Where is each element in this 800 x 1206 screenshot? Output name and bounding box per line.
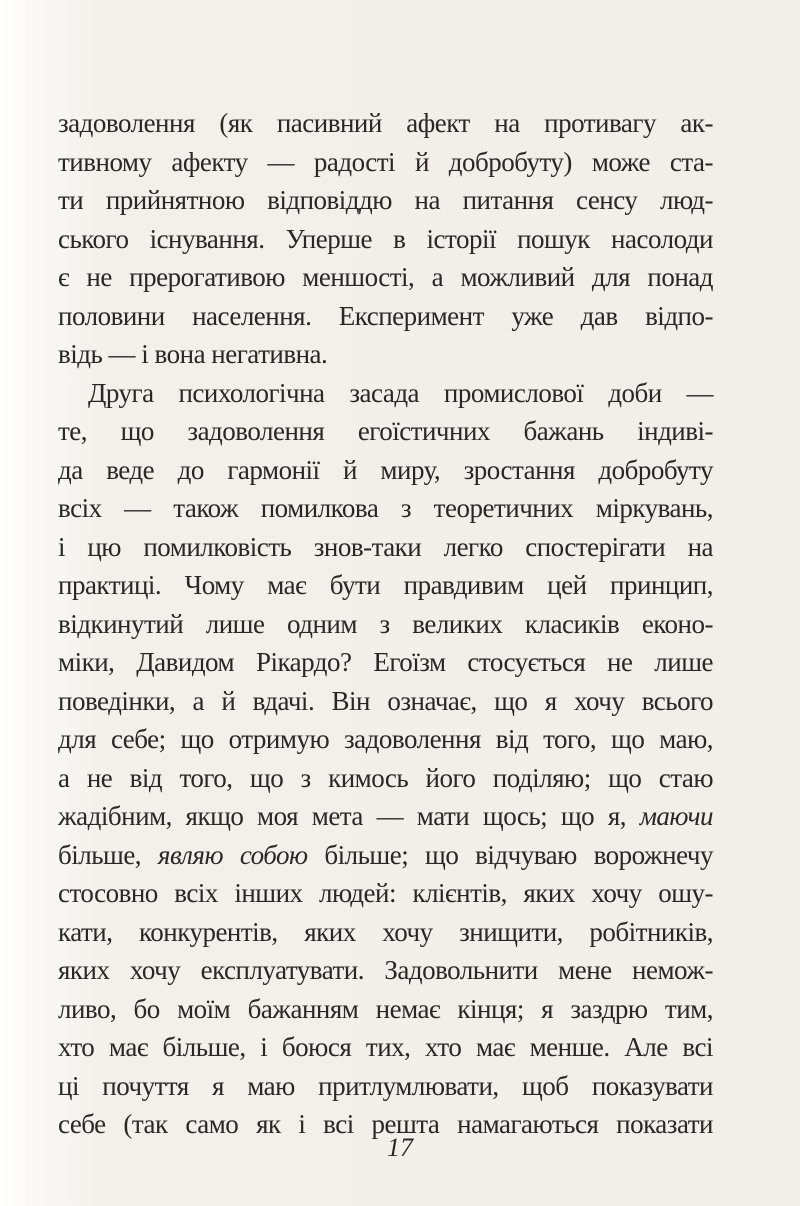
paragraph-start-line: Друга психологічна засада промислової доби — bbox=[88, 377, 713, 408]
text-line: задоволення (як пасивний афект на противагу ак- bbox=[58, 108, 713, 138]
text-line: хто має більше, і боюся тих, хто має менше. Але всі bbox=[58, 1032, 713, 1062]
text-line: половини населення. Експеримент уже дав відпо- bbox=[58, 300, 713, 331]
text-line: і цю помилковість знов-таки легко спостерігати на bbox=[58, 531, 713, 562]
text-line: всіх — також помилкова з теоретичних міркувань, bbox=[58, 493, 713, 523]
text-line: яких хочу експлуатувати. Задовольнити мене немож- bbox=[58, 955, 713, 985]
text-line: себе (так само як і всі решта намагаються показати bbox=[58, 1109, 713, 1139]
italic-emphasis: маючи bbox=[639, 801, 713, 831]
text-segment: жадібним, якщо моя мета — мати щось; що я, bbox=[58, 801, 640, 831]
text-line: практиці. Чому має бути правдивим цей принцип, bbox=[58, 570, 713, 600]
paragraph-end-line: відь — і вона негативна. bbox=[58, 339, 328, 369]
text-line: поведінки, а й вдачі. Він означає, що я хочу всього bbox=[58, 685, 713, 716]
text-line: відкинутий лише одним з великих класиків еконо- bbox=[58, 608, 713, 639]
text-line: а не від того, що з кимось його поділяю; що стаю bbox=[58, 762, 713, 793]
text-line-with-italic bbox=[58, 797, 713, 836]
text-line: є не прерогативою меншості, а можливий для понад bbox=[58, 262, 713, 292]
text-line: тивному афекту — радості й добробуту) може ста- bbox=[58, 146, 713, 177]
text-segment: більше, bbox=[58, 839, 158, 870]
text-line-with-italic bbox=[58, 836, 713, 875]
text-line: кати, конкурентів, яких хочу знищити, робітників, bbox=[58, 916, 713, 947]
text-line: ливо, бо моїм бажанням немає кінця; я заздрю тим, bbox=[58, 993, 713, 1024]
italic-emphasis: являю собою bbox=[157, 839, 308, 870]
text-line: ти прийнятною відповіддю на питання сенсу люд- bbox=[58, 185, 713, 215]
text-line: міки, Давидом Рікардо? Егоїзм стосується не лише bbox=[58, 647, 713, 677]
text-line: ці почуття я маю притлумлювати, щоб показувати bbox=[58, 1070, 713, 1101]
text-line: да веде до гармонії й миру, зростання добробуту bbox=[58, 454, 713, 485]
text-line: ського існування. Уперше в історії пошук насолоди bbox=[58, 223, 713, 254]
text-line: те, що задоволення егоїстичних бажань індиві- bbox=[58, 416, 713, 446]
text-line: стосовно всіх інших людей: клієнтів, яких хочу ошу- bbox=[58, 878, 713, 908]
text-segment: більше; що відчуваю ворожнечу bbox=[307, 839, 713, 870]
text-line: для себе; що отримую задоволення від того, що маю, bbox=[58, 724, 713, 754]
page-number: 17 bbox=[387, 1133, 413, 1162]
body-text bbox=[58, 104, 713, 1144]
